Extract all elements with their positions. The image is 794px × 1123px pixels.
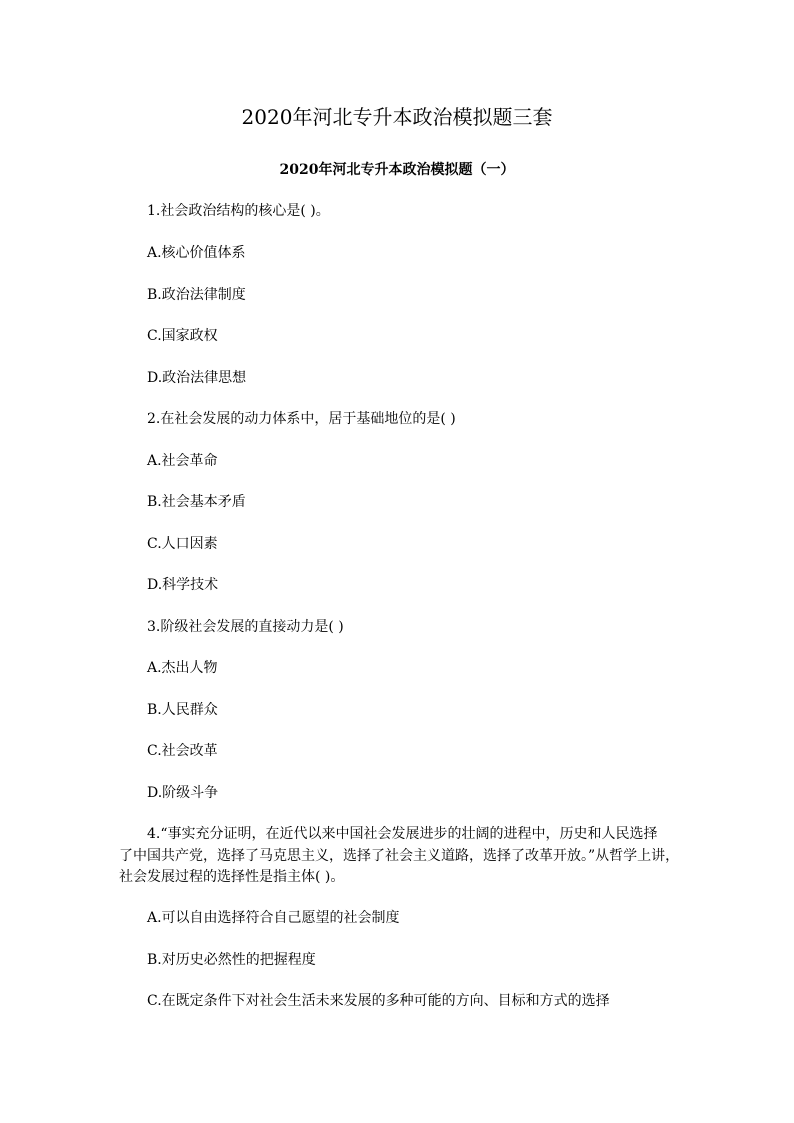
question-3-option-d: D.阶级斗争: [147, 785, 219, 801]
question-2-option-d: D.科学技术: [147, 577, 219, 593]
question-3-option-c: C.社会改革: [147, 743, 218, 759]
question-3-option-a: A.杰出人物: [147, 660, 218, 676]
question-3-option-b: B.人民群众: [147, 702, 218, 718]
question-4-stem-line-2: 了中国共产党，选择了马克思主义，选择了社会主义道路，选择了改革开放。”从哲学上讲，: [119, 848, 680, 864]
document-title: 2020年河北专升本政治模拟题三套: [241, 105, 553, 129]
question-4-option-b: B.对历史必然性的把握程度: [147, 952, 316, 968]
question-2-option-a: A.社会革命: [147, 453, 218, 469]
question-1-stem: 1.社会政治结构的核心是( )。: [147, 203, 330, 219]
question-2-stem: 2.在社会发展的动力体系中，居于基础地位的是( ): [147, 411, 456, 427]
question-1-option-c: C.国家政权: [147, 328, 218, 344]
question-4-stem-line-3: 社会发展过程的选择性是指主体( )。: [119, 869, 345, 885]
question-4-option-a: A.可以自由选择符合自己愿望的社会制度: [147, 910, 400, 926]
question-4-option-c: C.在既定条件下对社会生活未来发展的多种可能的方向、目标和方式的选择: [147, 993, 610, 1009]
question-1-option-a: A.核心价值体系: [147, 245, 246, 261]
question-1-option-d: D.政治法律思想: [147, 370, 247, 386]
question-2-option-b: B.社会基本矛盾: [147, 494, 246, 510]
question-3-stem: 3.阶级社会发展的直接动力是( ): [147, 619, 344, 635]
question-4-stem-line-1: 4.“事实充分证明，在近代以来中国社会发展进步的壮阔的进程中，历史和人民选择: [147, 826, 658, 842]
question-1-option-b: B.政治法律制度: [147, 287, 246, 303]
section-title: 2020年河北专升本政治模拟题（一）: [279, 162, 515, 178]
question-2-option-c: C.人口因素: [147, 536, 218, 552]
